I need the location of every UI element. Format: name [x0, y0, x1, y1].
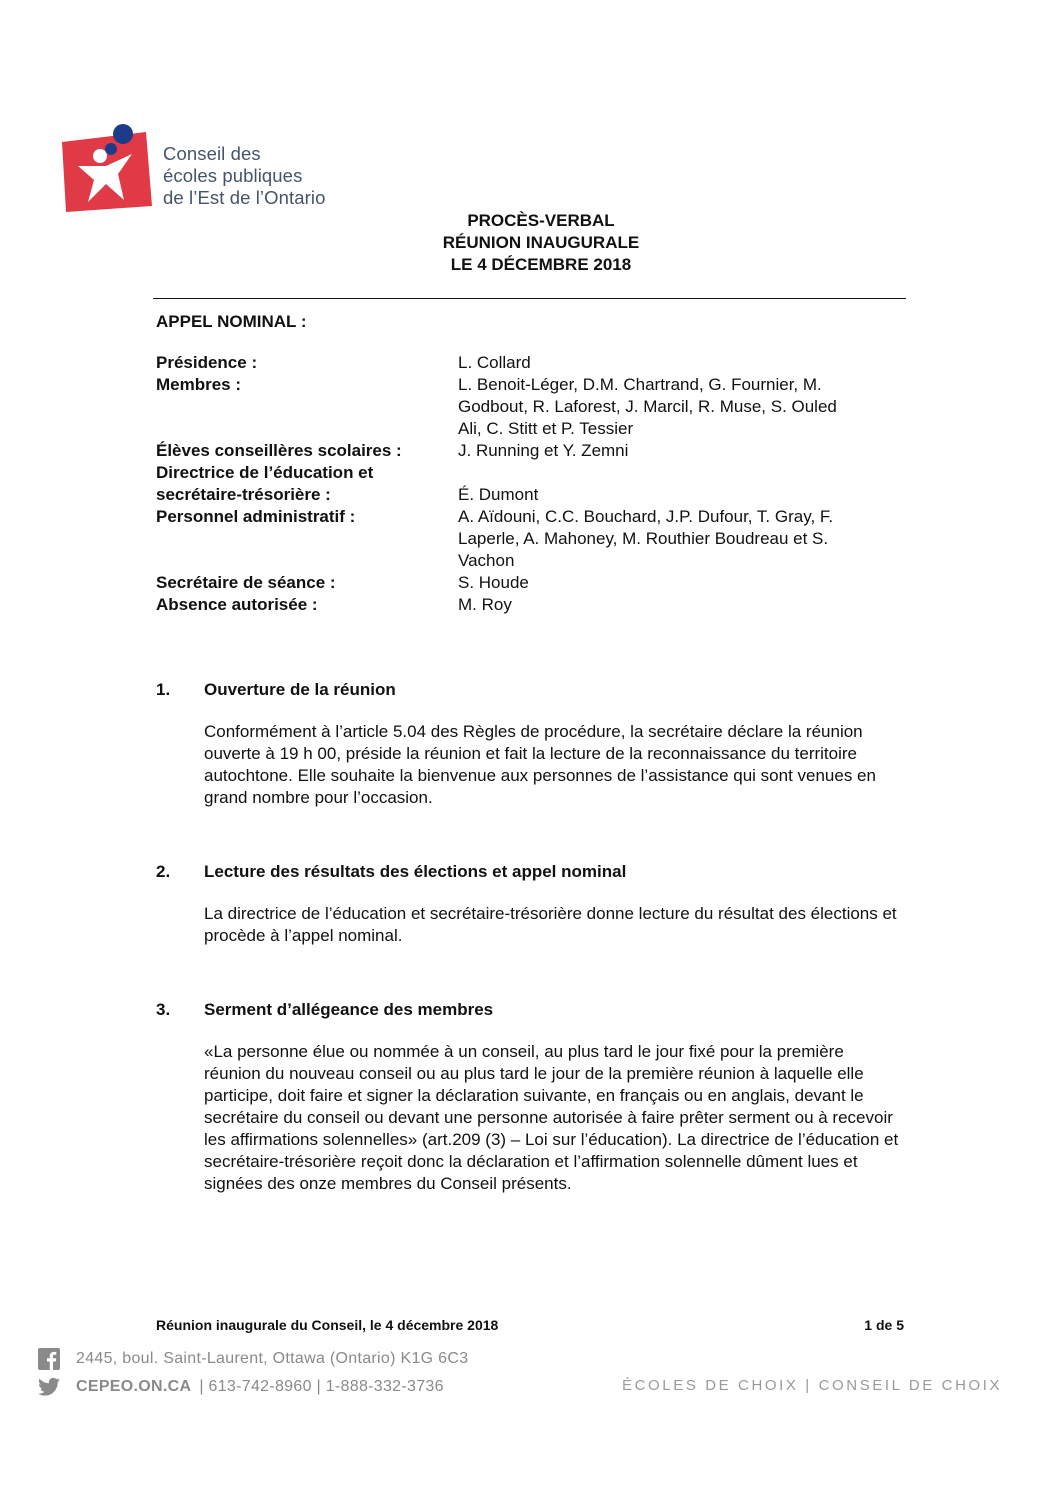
section-number: 3.: [156, 1000, 171, 1019]
logo-line: écoles publiques: [163, 165, 303, 186]
roll-call-label: Membres :: [156, 375, 242, 394]
section-heading: [156, 861, 916, 883]
roll-call-label: Personnel administratif :: [156, 507, 356, 526]
page-footer: [156, 1317, 904, 1333]
address-text: 2445, boul. Saint-Laurent, Ottawa (Ontario) K1G 6C3: [76, 1350, 469, 1367]
agenda-section: [156, 679, 916, 809]
roll-call-value: S. Houde: [458, 573, 529, 592]
roll-call-row: [156, 374, 888, 440]
roll-call-label: Absence autorisée :: [156, 595, 318, 614]
twitter-icon[interactable]: [38, 1376, 60, 1398]
document-title: [0, 210, 1058, 276]
roll-call-value: L. Benoit-Léger, D.M. Chartrand, G. Fournier, M. Godbout, R. Laforest, J. Marcil, R. Muse, S. Ouled Ali, C. Stitt et P. Tessier: [458, 375, 837, 438]
title-line: LE 4 DÉCEMBRE 2018: [450, 255, 632, 274]
logo-line: de l’Est de l’Ontario: [163, 187, 326, 208]
roll-call-value: A. Aïdouni, C.C. Bouchard, J.P. Dufour, T. Gray, F. Laperle, A. Mahoney, M. Routhier Boudreau et S. Vachon: [458, 507, 834, 570]
roll-call-label: Directrice de l’éducation et secrétaire-trésorière :: [156, 463, 374, 504]
phone-numbers: | 613-742-8960 | 1-888-332-3736: [199, 1378, 444, 1395]
address-line: [38, 1348, 468, 1370]
roll-call-row: [156, 594, 888, 616]
facebook-icon[interactable]: [38, 1348, 60, 1370]
section-heading: [156, 999, 916, 1021]
section-heading: [156, 679, 916, 701]
section-title: Lecture des résultats des élections et appel nominal: [204, 862, 627, 881]
roll-call-row: [156, 572, 888, 594]
roll-call-row: [156, 506, 888, 572]
roll-call-value: M. Roy: [458, 595, 512, 614]
roll-call-value: É. Dumont: [458, 485, 539, 504]
section-number: 2.: [156, 862, 171, 881]
footer-meeting: Réunion inaugurale du Conseil, le 4 décembre 2018: [156, 1317, 499, 1333]
website-link[interactable]: CEPEO.ON.CA: [76, 1378, 192, 1395]
section-title: Serment d’allégeance des membres: [204, 1000, 494, 1019]
title-divider: [153, 298, 906, 299]
title-line: RÉUNION INAUGURALE: [442, 233, 640, 252]
roll-call-value: J. Running et Y. Zemni: [458, 441, 629, 460]
roll-call-label: Secrétaire de séance :: [156, 573, 336, 592]
title-line: PROCÈS-VERBAL: [467, 211, 615, 230]
section-body: La directrice de l’éducation et secrétaire-trésorière donne lecture du résultat des élections et procède à l’appel nominal.: [204, 904, 897, 945]
roll-call-label: Présidence :: [156, 353, 258, 372]
roll-call-row: [156, 462, 888, 506]
section-body: «La personne élue ou nommée à un conseil, au plus tard le jour fixé pour la première réunion du nouveau conseil ou au plus tard le jour de la première réunion à laquelle elle participe, doit faire et signer la déclaration suivante, en français ou en anglais, devant le secrétaire du conseil ou devant une personne autorisée à faire prêter serment ou à recevoir les affirmations solennelles» (art.209 (3) – Loi sur l’éducation). La directrice de l’éducation et secrétaire-trésorière reçoit donc la déclaration et l’affirmation solennelle dûment lues et signées des onze membres du Conseil présents.: [204, 1042, 899, 1193]
section-body: Conformément à l’article 5.04 des Règles de procédure, la secrétaire déclare la réunion ouverte à 19 h 00, préside la réunion et fait la lecture de la reconnaissance du territoire autochtone. Elle souhaite la bienvenue aux personnes de l’assistance qui sont venues en grand nombre pour l’occasion.: [204, 722, 876, 807]
agenda-section: [156, 999, 916, 1195]
roll-call-value: L. Collard: [458, 353, 531, 372]
cepeo-logo-icon: [60, 122, 160, 214]
agenda-section: [156, 861, 916, 947]
logo-line: Conseil des: [163, 143, 261, 164]
roll-call-heading: APPEL NOMINAL :: [156, 312, 307, 331]
roll-call-label: Élèves conseillères scolaires :: [156, 441, 402, 460]
roll-call-table: [156, 352, 888, 616]
roll-call-row: [156, 440, 888, 462]
footer-tagline: ÉCOLES DE CHOIX | CONSEIL DE CHOIX: [622, 1377, 1003, 1394]
contact-line: [38, 1376, 444, 1398]
page-number: 1 de 5: [864, 1317, 904, 1333]
section-title: Ouverture de la réunion: [204, 680, 396, 699]
section-number: 1.: [156, 680, 171, 699]
logo-wordmark: [163, 143, 326, 209]
roll-call-row: [156, 352, 888, 374]
